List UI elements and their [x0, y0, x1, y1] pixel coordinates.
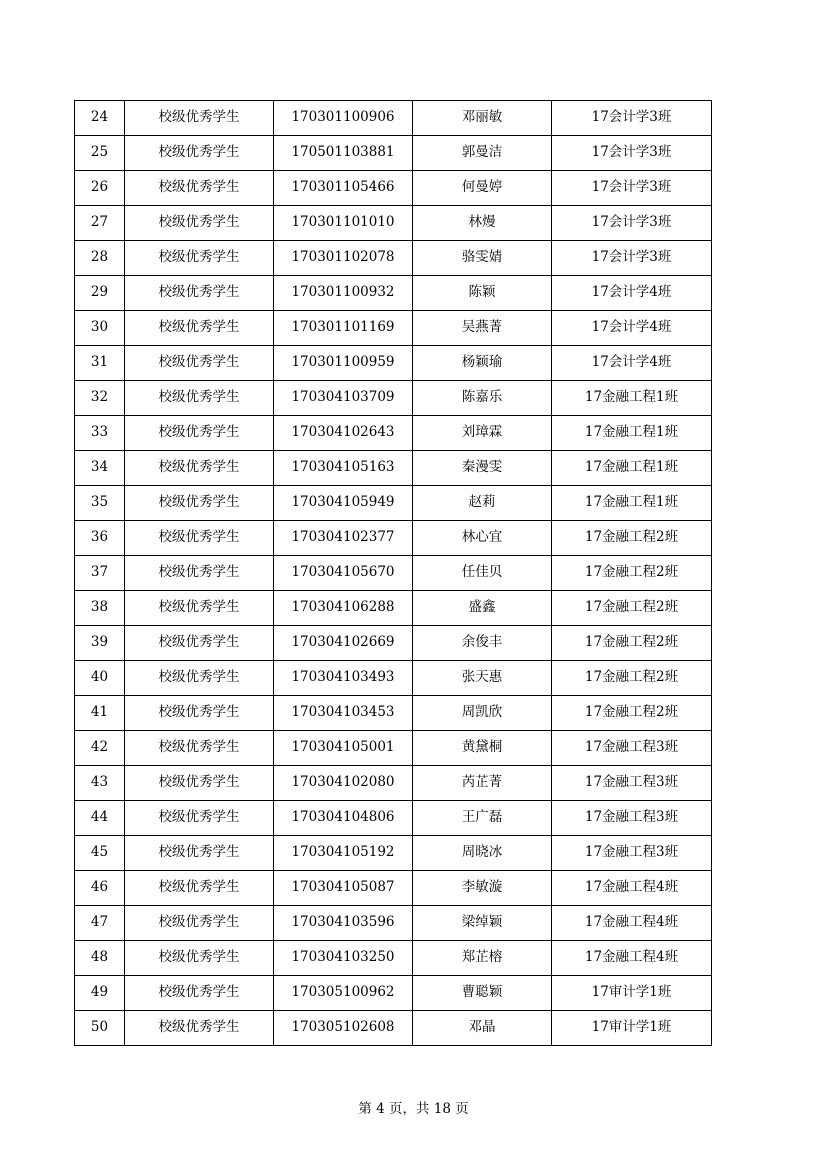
page-number-text: 第 4 页，共 18 页	[358, 1101, 469, 1117]
award-cell: 校级优秀学生	[125, 101, 274, 136]
award-cell: 校级优秀学生	[125, 416, 274, 451]
award-cell: 校级优秀学生	[125, 346, 274, 381]
row-number-cell: 40	[75, 661, 125, 696]
student-name-cell: 刘璋霖	[413, 416, 552, 451]
student-name-cell: 芮芷菁	[413, 766, 552, 801]
student-id-cell: 170301105466	[274, 171, 413, 206]
row-number-cell: 31	[75, 346, 125, 381]
table-row	[75, 941, 712, 976]
student-name-cell: 曹聪颖	[413, 976, 552, 1011]
class-cell: 17审计学1班	[552, 1011, 712, 1046]
award-cell: 校级优秀学生	[125, 766, 274, 801]
row-number-cell: 27	[75, 206, 125, 241]
award-cell: 校级优秀学生	[125, 241, 274, 276]
award-cell: 校级优秀学生	[125, 941, 274, 976]
student-name-cell: 赵莉	[413, 486, 552, 521]
class-cell: 17金融工程2班	[552, 521, 712, 556]
award-cell: 校级优秀学生	[125, 906, 274, 941]
row-number-cell: 42	[75, 731, 125, 766]
table-row	[75, 696, 712, 731]
student-name-cell: 余俊丰	[413, 626, 552, 661]
class-cell: 17会计学3班	[552, 136, 712, 171]
student-name-cell: 陈颖	[413, 276, 552, 311]
student-name-cell: 陈嘉乐	[413, 381, 552, 416]
student-id-cell: 170304103453	[274, 696, 413, 731]
table-row	[75, 346, 712, 381]
table-row	[75, 766, 712, 801]
table-body	[75, 101, 712, 1046]
student-id-cell: 170304105192	[274, 836, 413, 871]
row-number-cell: 50	[75, 1011, 125, 1046]
class-cell: 17金融工程3班	[552, 801, 712, 836]
row-number-cell: 45	[75, 836, 125, 871]
student-name-cell: 王广磊	[413, 801, 552, 836]
row-number-cell: 30	[75, 311, 125, 346]
student-id-cell: 170304103709	[274, 381, 413, 416]
student-name-cell: 郭曼洁	[413, 136, 552, 171]
award-cell: 校级优秀学生	[125, 381, 274, 416]
table-row	[75, 661, 712, 696]
class-cell: 17会计学3班	[552, 101, 712, 136]
student-id-cell: 170304102377	[274, 521, 413, 556]
student-id-cell: 170304102643	[274, 416, 413, 451]
student-name-cell: 骆雯婧	[413, 241, 552, 276]
table-row	[75, 626, 712, 661]
row-number-cell: 48	[75, 941, 125, 976]
award-cell: 校级优秀学生	[125, 731, 274, 766]
student-name-cell: 李敏漩	[413, 871, 552, 906]
table-row	[75, 381, 712, 416]
class-cell: 17金融工程2班	[552, 591, 712, 626]
student-name-cell: 盛鑫	[413, 591, 552, 626]
student-id-cell: 170501103881	[274, 136, 413, 171]
row-number-cell: 36	[75, 521, 125, 556]
class-cell: 17审计学1班	[552, 976, 712, 1011]
table-row	[75, 486, 712, 521]
class-cell: 17金融工程4班	[552, 906, 712, 941]
row-number-cell: 28	[75, 241, 125, 276]
row-number-cell: 26	[75, 171, 125, 206]
award-cell: 校级优秀学生	[125, 836, 274, 871]
student-id-cell: 170304103596	[274, 906, 413, 941]
page-footer	[0, 1101, 827, 1117]
table-row	[75, 556, 712, 591]
class-cell: 17会计学4班	[552, 346, 712, 381]
student-id-cell: 170301100959	[274, 346, 413, 381]
student-name-cell: 何曼婷	[413, 171, 552, 206]
student-name-cell: 任佳贝	[413, 556, 552, 591]
student-name-cell: 杨颖瑜	[413, 346, 552, 381]
table-row	[75, 591, 712, 626]
award-cell: 校级优秀学生	[125, 661, 274, 696]
table-row	[75, 136, 712, 171]
student-id-cell: 170305102608	[274, 1011, 413, 1046]
class-cell: 17会计学3班	[552, 241, 712, 276]
student-name-cell: 周凯欣	[413, 696, 552, 731]
student-id-cell: 170304105670	[274, 556, 413, 591]
student-id-cell: 170305100962	[274, 976, 413, 1011]
student-name-cell: 梁绰颖	[413, 906, 552, 941]
student-name-cell: 吴燕菁	[413, 311, 552, 346]
class-cell: 17金融工程3班	[552, 836, 712, 871]
class-cell: 17金融工程2班	[552, 661, 712, 696]
student-id-cell: 170304103493	[274, 661, 413, 696]
row-number-cell: 49	[75, 976, 125, 1011]
class-cell: 17金融工程1班	[552, 416, 712, 451]
row-number-cell: 37	[75, 556, 125, 591]
award-cell: 校级优秀学生	[125, 276, 274, 311]
row-number-cell: 46	[75, 871, 125, 906]
award-cell: 校级优秀学生	[125, 976, 274, 1011]
award-cell: 校级优秀学生	[125, 591, 274, 626]
student-id-cell: 170301100906	[274, 101, 413, 136]
class-cell: 17金融工程1班	[552, 451, 712, 486]
row-number-cell: 34	[75, 451, 125, 486]
class-cell: 17金融工程3班	[552, 731, 712, 766]
row-number-cell: 43	[75, 766, 125, 801]
award-cell: 校级优秀学生	[125, 626, 274, 661]
table-row	[75, 276, 712, 311]
table-row	[75, 731, 712, 766]
table-row	[75, 241, 712, 276]
table-row	[75, 521, 712, 556]
table-row	[75, 871, 712, 906]
award-cell: 校级优秀学生	[125, 311, 274, 346]
student-name-cell: 林熳	[413, 206, 552, 241]
class-cell: 17会计学3班	[552, 171, 712, 206]
class-cell: 17金融工程1班	[552, 486, 712, 521]
student-id-cell: 170301101169	[274, 311, 413, 346]
table-row	[75, 101, 712, 136]
row-number-cell: 41	[75, 696, 125, 731]
table-row	[75, 976, 712, 1011]
student-id-cell: 170301102078	[274, 241, 413, 276]
row-number-cell: 35	[75, 486, 125, 521]
award-cell: 校级优秀学生	[125, 486, 274, 521]
student-id-cell: 170301100932	[274, 276, 413, 311]
student-id-cell: 170301101010	[274, 206, 413, 241]
student-id-cell: 170304105949	[274, 486, 413, 521]
student-id-cell: 170304105163	[274, 451, 413, 486]
table-row	[75, 171, 712, 206]
row-number-cell: 33	[75, 416, 125, 451]
student-award-table	[74, 100, 712, 1046]
row-number-cell: 32	[75, 381, 125, 416]
row-number-cell: 39	[75, 626, 125, 661]
award-cell: 校级优秀学生	[125, 451, 274, 486]
table-row	[75, 416, 712, 451]
student-id-cell: 170304105087	[274, 871, 413, 906]
class-cell: 17会计学4班	[552, 276, 712, 311]
student-name-cell: 郑芷榕	[413, 941, 552, 976]
row-number-cell: 25	[75, 136, 125, 171]
table-row	[75, 1011, 712, 1046]
student-name-cell: 林心宜	[413, 521, 552, 556]
row-number-cell: 44	[75, 801, 125, 836]
row-number-cell: 38	[75, 591, 125, 626]
award-cell: 校级优秀学生	[125, 696, 274, 731]
student-id-cell: 170304106288	[274, 591, 413, 626]
row-number-cell: 29	[75, 276, 125, 311]
award-cell: 校级优秀学生	[125, 1011, 274, 1046]
student-id-cell: 170304104806	[274, 801, 413, 836]
award-cell: 校级优秀学生	[125, 136, 274, 171]
student-name-cell: 黄黛桐	[413, 731, 552, 766]
student-name-cell: 张天惠	[413, 661, 552, 696]
student-name-cell: 邓晶	[413, 1011, 552, 1046]
award-cell: 校级优秀学生	[125, 801, 274, 836]
table-row	[75, 311, 712, 346]
table-row	[75, 801, 712, 836]
student-id-cell: 170304103250	[274, 941, 413, 976]
table-row	[75, 451, 712, 486]
student-id-cell: 170304105001	[274, 731, 413, 766]
row-number-cell: 47	[75, 906, 125, 941]
student-name-cell: 秦漫雯	[413, 451, 552, 486]
class-cell: 17会计学3班	[552, 206, 712, 241]
table-row	[75, 906, 712, 941]
student-name-cell: 周晓冰	[413, 836, 552, 871]
class-cell: 17金融工程2班	[552, 626, 712, 661]
award-cell: 校级优秀学生	[125, 171, 274, 206]
class-cell: 17金融工程2班	[552, 696, 712, 731]
class-cell: 17金融工程2班	[552, 556, 712, 591]
class-cell: 17金融工程4班	[552, 941, 712, 976]
table-row	[75, 836, 712, 871]
row-number-cell: 24	[75, 101, 125, 136]
class-cell: 17金融工程1班	[552, 381, 712, 416]
award-cell: 校级优秀学生	[125, 206, 274, 241]
student-name-cell: 邓丽敏	[413, 101, 552, 136]
class-cell: 17金融工程3班	[552, 766, 712, 801]
class-cell: 17会计学4班	[552, 311, 712, 346]
table-row	[75, 206, 712, 241]
award-cell: 校级优秀学生	[125, 871, 274, 906]
award-cell: 校级优秀学生	[125, 556, 274, 591]
student-id-cell: 170304102080	[274, 766, 413, 801]
award-cell: 校级优秀学生	[125, 521, 274, 556]
student-id-cell: 170304102669	[274, 626, 413, 661]
class-cell: 17金融工程4班	[552, 871, 712, 906]
